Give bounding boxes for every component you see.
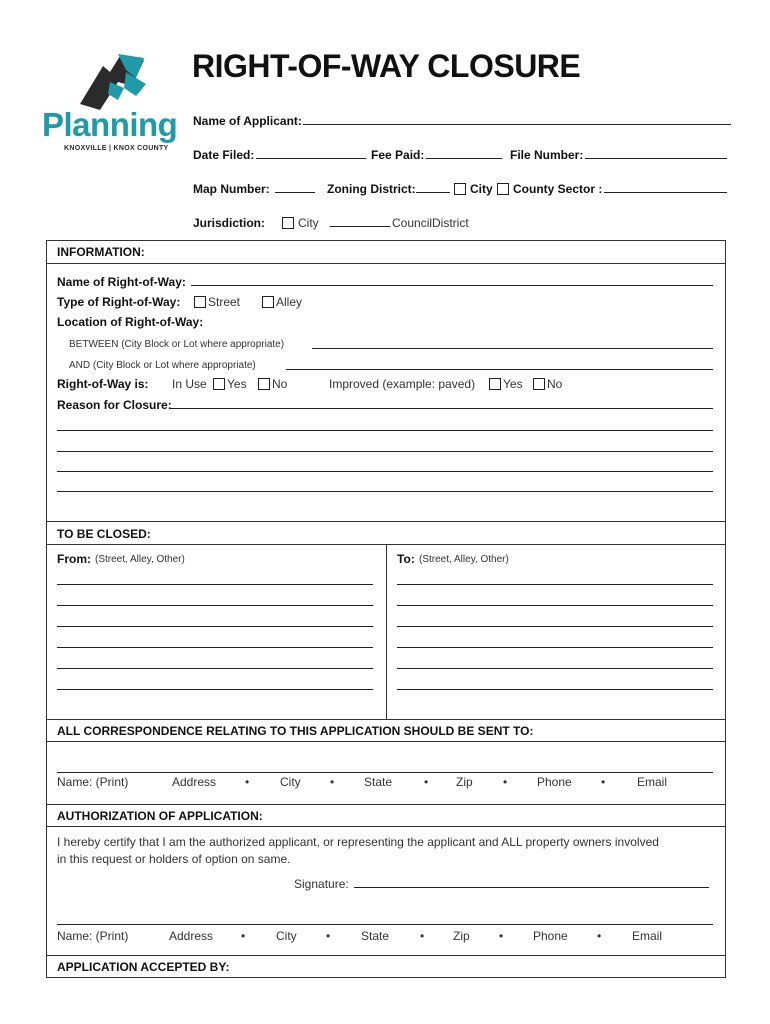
city-sector-checkbox[interactable] (454, 183, 466, 195)
zoning-label: Zoning District: (327, 182, 416, 196)
in-use-label: In Use (172, 377, 207, 391)
corr-city-label: City (280, 775, 301, 789)
improved-no-checkbox[interactable] (533, 378, 545, 390)
county-sector-label: County Sector : (513, 182, 603, 196)
council-district-field[interactable] (330, 226, 390, 227)
authorization-text-2: in this request or holders of option on same. (57, 852, 291, 866)
reason-field-3[interactable] (57, 451, 713, 452)
to-field[interactable] (397, 605, 713, 606)
corr-address-label: Address (172, 775, 217, 789)
auth-email-label: Email (632, 929, 663, 943)
to-hint: (Street, Alley, Other) (419, 554, 509, 565)
zoning-field[interactable] (416, 192, 450, 193)
date-filed-field[interactable] (256, 158, 366, 159)
auth-name-label: Name: (Print) (57, 929, 129, 943)
row-location-label: Location of Right-of-Way: (57, 315, 204, 329)
reason-field-4[interactable] (57, 471, 713, 472)
authorization-text-1: I hereby certify that I am the authorized applicant, or representing the applicant and ALL property owners involved (57, 835, 659, 849)
from-label: From: (57, 552, 91, 566)
fee-paid-label: Fee Paid: (371, 148, 425, 162)
planning-logo (40, 48, 190, 158)
sector-field[interactable] (604, 192, 727, 193)
bullet: • (420, 929, 425, 943)
accepted-header: APPLICATION ACCEPTED BY: (57, 960, 230, 974)
map-number-field[interactable] (275, 192, 315, 193)
applicant-label: Name of Applicant: (193, 114, 302, 128)
in-use-no-label: No (272, 377, 288, 391)
divider (46, 955, 726, 956)
from-field[interactable] (57, 626, 373, 627)
council-district-label: CouncilDistrict (392, 216, 469, 230)
between-field[interactable] (312, 348, 713, 349)
divider (46, 521, 726, 522)
jurisdiction-city-checkbox[interactable] (282, 217, 294, 229)
corr-zip-label: Zip (456, 775, 473, 789)
row-name-label: Name of Right-of-Way: (57, 275, 186, 289)
reason-field-5[interactable] (57, 491, 713, 492)
and-field[interactable] (286, 369, 713, 370)
information-header: INFORMATION: (57, 245, 145, 259)
improved-yes-label: Yes (503, 377, 523, 391)
to-field[interactable] (397, 647, 713, 648)
to-field[interactable] (397, 689, 713, 690)
correspondence-header: ALL CORRESPONDENCE RELATING TO THIS APPLICATION SHOULD BE SENT TO: (57, 724, 534, 738)
street-checkbox[interactable] (194, 296, 206, 308)
page-title: RIGHT-OF-WAY CLOSURE (192, 48, 581, 84)
to-be-closed-header: TO BE CLOSED: (57, 527, 151, 541)
row-is-label: Right-of-Way is: (57, 377, 149, 391)
file-number-label: File Number: (510, 148, 584, 162)
signature-label: Signature: (294, 877, 349, 891)
bullet: • (499, 929, 504, 943)
fee-paid-field[interactable] (426, 158, 502, 159)
to-label: To: (397, 552, 415, 566)
improved-label: Improved (example: paved) (329, 377, 476, 391)
auth-address-label: Address (169, 929, 214, 943)
column-divider (386, 544, 387, 719)
to-field[interactable] (397, 626, 713, 627)
knox-county-shape-icon (40, 48, 190, 110)
in-use-yes-label: Yes (227, 377, 247, 391)
auth-state-label: State (361, 929, 390, 943)
divider (46, 741, 726, 742)
improved-no-label: No (547, 377, 563, 391)
bullet: • (597, 929, 602, 943)
corr-name-label: Name: (Print) (57, 775, 129, 789)
divider (46, 826, 726, 827)
from-field[interactable] (57, 647, 373, 648)
bullet: • (245, 775, 250, 789)
to-field[interactable] (397, 668, 713, 669)
date-filed-label: Date Filed: (193, 148, 255, 162)
map-number-label: Map Number: (193, 182, 270, 196)
county-sector-checkbox[interactable] (497, 183, 509, 195)
auth-city-label: City (276, 929, 297, 943)
reason-field-2[interactable] (57, 430, 713, 431)
bullet: • (424, 775, 429, 789)
signature-field[interactable] (354, 887, 709, 888)
between-label: BETWEEN (City Block or Lot where appropriate) (69, 339, 285, 350)
and-label: AND (City Block or Lot where appropriate) (69, 360, 256, 371)
to-field[interactable] (397, 584, 713, 585)
auth-zip-label: Zip (453, 929, 470, 943)
bullet: • (330, 775, 335, 789)
authorization-field[interactable] (57, 924, 713, 925)
row-name-field[interactable] (191, 285, 713, 286)
city-sector-label: City (470, 182, 493, 196)
authorization-header: AUTHORIZATION OF APPLICATION: (57, 809, 263, 823)
bullet: • (601, 775, 606, 789)
in-use-no-checkbox[interactable] (258, 378, 270, 390)
divider (46, 804, 726, 805)
from-field[interactable] (57, 605, 373, 606)
jurisdiction-label: Jurisdiction: (193, 216, 266, 230)
divider (46, 263, 726, 264)
auth-phone-label: Phone (533, 929, 568, 943)
jurisdiction-city-label: City (298, 216, 319, 230)
logo-wordmark: Planning (42, 106, 178, 143)
from-hint: (Street, Alley, Other) (95, 554, 185, 565)
improved-yes-checkbox[interactable] (489, 378, 501, 390)
from-field[interactable] (57, 584, 373, 585)
reason-field-1[interactable] (170, 408, 713, 409)
corr-email-label: Email (637, 775, 668, 789)
bullet: • (503, 775, 508, 789)
applicant-field[interactable] (303, 124, 731, 125)
alley-label: Alley (276, 295, 303, 309)
alley-checkbox[interactable] (262, 296, 274, 308)
from-field[interactable] (57, 668, 373, 669)
in-use-yes-checkbox[interactable] (213, 378, 225, 390)
street-label: Street (208, 295, 241, 309)
divider (46, 719, 726, 720)
reason-label: Reason for Closure: (57, 398, 172, 412)
bullet: • (241, 929, 246, 943)
correspondence-field[interactable] (57, 772, 713, 773)
file-number-field[interactable] (585, 158, 727, 159)
bullet: • (326, 929, 331, 943)
corr-state-label: State (364, 775, 393, 789)
logo-subtitle: KNOXVILLE | KNOX COUNTY (64, 145, 169, 152)
row-type-label: Type of Right-of-Way: (57, 295, 181, 309)
corr-phone-label: Phone (537, 775, 572, 789)
from-field[interactable] (57, 689, 373, 690)
